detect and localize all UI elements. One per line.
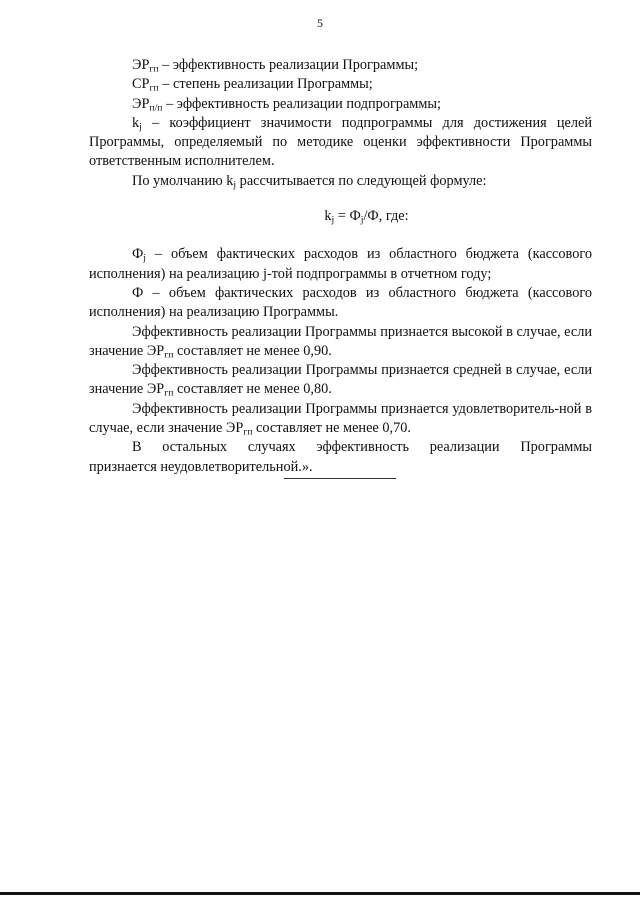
symbol-phi: Ф xyxy=(132,246,144,263)
criterion-text: составляет не менее 0,90. xyxy=(173,342,332,359)
subscript-j: j xyxy=(143,253,146,265)
criterion-text: составляет не менее 0,80. xyxy=(173,381,332,398)
definition-er-gp xyxy=(89,56,592,75)
criterion-text: Эффективность реализации Программы признается высокой в случае, если значение ЭР xyxy=(89,323,592,359)
criterion-other-line2: признается неудовлетворительной.». xyxy=(89,458,313,475)
subscript-j: j xyxy=(331,214,335,226)
subscript-gp: гп xyxy=(164,388,174,400)
subscript-gp: гп xyxy=(149,83,159,95)
page-number: 5 xyxy=(317,16,323,30)
formula-kj xyxy=(89,207,592,226)
subscript-gp: гп xyxy=(243,426,253,438)
criterion-high xyxy=(89,323,592,362)
criterion-medium xyxy=(89,361,592,400)
definition-sr-gp xyxy=(89,75,592,94)
definition-er-pp xyxy=(89,95,592,114)
criterion-other-line1: В остальных случаях эффективность реализации Программы xyxy=(132,439,592,456)
subscript-j: j xyxy=(139,121,142,133)
symbol-er: ЭР xyxy=(132,95,150,112)
formula-rest: /Ф, где: xyxy=(363,208,409,225)
criterion-text: Эффективность реализации Программы признается средней в случае, если значение ЭР xyxy=(89,362,592,398)
definition-kj xyxy=(89,114,592,172)
definition-text: – степень реализации Программы; xyxy=(158,76,373,93)
symbol-sr: СР xyxy=(132,76,150,93)
definition-text: – эффективность реализации подпрограммы; xyxy=(162,95,441,112)
formula-lhs: k xyxy=(324,208,332,225)
criterion-satisfactory xyxy=(89,400,592,439)
definition-text: – коэффициент значимости подпрограммы для достижения целей Программы, определяемый по методике оценки эффективности Программы ответственным исполнителем. xyxy=(89,114,592,170)
criterion-text: Эффективность реализации Программы признается удовлетворитель-ной в случае, если значение ЭР xyxy=(89,400,592,437)
subscript-gp: гп xyxy=(164,349,174,361)
subscript-pp: п/п xyxy=(149,102,163,114)
subscript-j: j xyxy=(233,179,237,191)
definition-phi: Ф – объем фактических расходов из областного бюджета (кассового исполнения) на реализацию Программы. xyxy=(89,284,592,321)
criterion-text: составляет не менее 0,70. xyxy=(252,420,411,437)
definition-text: – объем фактических расходов из областного бюджета (кассового исполнения) на реализацию j-той подпрограммы в отчетном году; xyxy=(89,246,592,282)
formula-eq: = Ф xyxy=(334,208,361,225)
note-text: рассчитывается по следующей формуле: xyxy=(236,172,487,189)
subscript-j: j xyxy=(360,214,364,226)
document-body xyxy=(89,56,592,477)
note-text: По умолчанию k xyxy=(132,172,234,189)
subscript-gp: гп xyxy=(149,63,159,75)
symbol-er: ЭР xyxy=(132,57,150,73)
symbol-k: k xyxy=(132,114,140,131)
section-divider xyxy=(284,478,396,479)
page-bottom-border xyxy=(0,892,640,895)
definition-text: – эффективность реализации Программы; xyxy=(158,57,419,73)
definition-phi-j xyxy=(89,245,592,284)
default-calculation-note xyxy=(89,172,592,191)
